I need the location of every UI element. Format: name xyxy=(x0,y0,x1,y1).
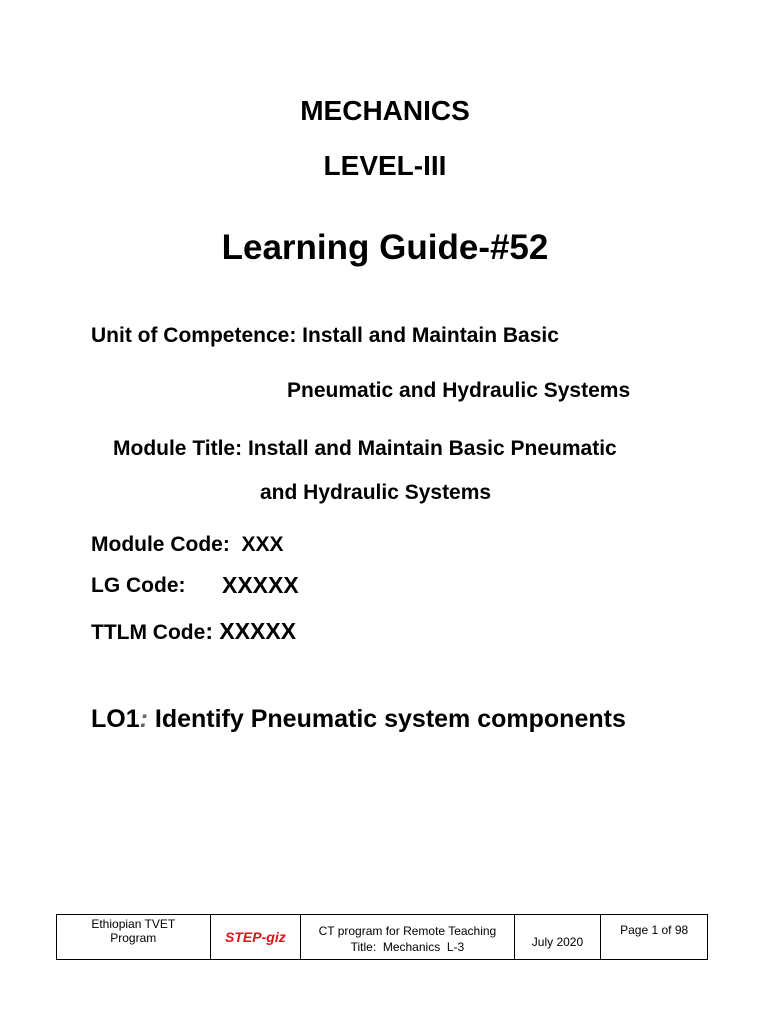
footer-page-cell xyxy=(601,915,707,959)
footer-date-cell xyxy=(515,915,602,959)
document-title: MECHANICS xyxy=(300,95,470,126)
ttlm-code-label: TTLM Code xyxy=(91,621,206,644)
module-title-line1 xyxy=(113,437,617,461)
module-code-label: Module Code: xyxy=(91,533,230,556)
unit-of-competence-text: Install and Maintain Basic xyxy=(296,324,559,347)
unit-of-competence-label: Unit of Competence: xyxy=(91,324,297,347)
learning-outcome xyxy=(91,705,626,734)
footer-program-cell xyxy=(301,915,514,959)
unit-of-competence-line1 xyxy=(91,324,559,348)
module-code-value: XXX xyxy=(229,533,284,556)
footer-org-line2: Program xyxy=(110,931,157,945)
ttlm-code-value: : XXXXX xyxy=(205,618,297,644)
document-level: LEVEL-III xyxy=(323,150,447,181)
lg-code-label: LG Code: xyxy=(91,574,186,597)
footer-page-number: Page 1 of 98 xyxy=(620,923,689,937)
module-title-label: Module Title: xyxy=(113,437,243,460)
learning-outcome-label: LO1 xyxy=(91,705,140,733)
footer-org-line1: Ethiopian TVET xyxy=(91,917,176,931)
footer-program-line2: Title: Mechanics L-3 xyxy=(350,940,465,954)
footer-partner-cell xyxy=(211,915,302,959)
footer-org-cell xyxy=(57,915,211,959)
lg-code xyxy=(91,572,299,598)
unit-of-competence-line2: Pneumatic and Hydraulic Systems xyxy=(287,379,631,402)
learning-outcome-separator: : xyxy=(139,705,148,733)
footer-program-line1: CT program for Remote Teaching xyxy=(318,924,497,938)
footer-table xyxy=(56,914,708,960)
ttlm-code xyxy=(91,618,296,645)
module-code xyxy=(91,533,284,557)
module-title-line2: and Hydraulic Systems xyxy=(260,481,492,504)
lg-code-value: XXXXX xyxy=(222,572,299,598)
footer-date: July 2020 xyxy=(531,935,584,949)
learning-outcome-text: Identify Pneumatic system components xyxy=(147,705,626,733)
learning-guide-title: Learning Guide-#52 xyxy=(221,228,549,267)
module-title-text: Install and Maintain Basic Pneumatic xyxy=(242,437,617,460)
footer-partner: STEP-giz xyxy=(225,929,286,945)
